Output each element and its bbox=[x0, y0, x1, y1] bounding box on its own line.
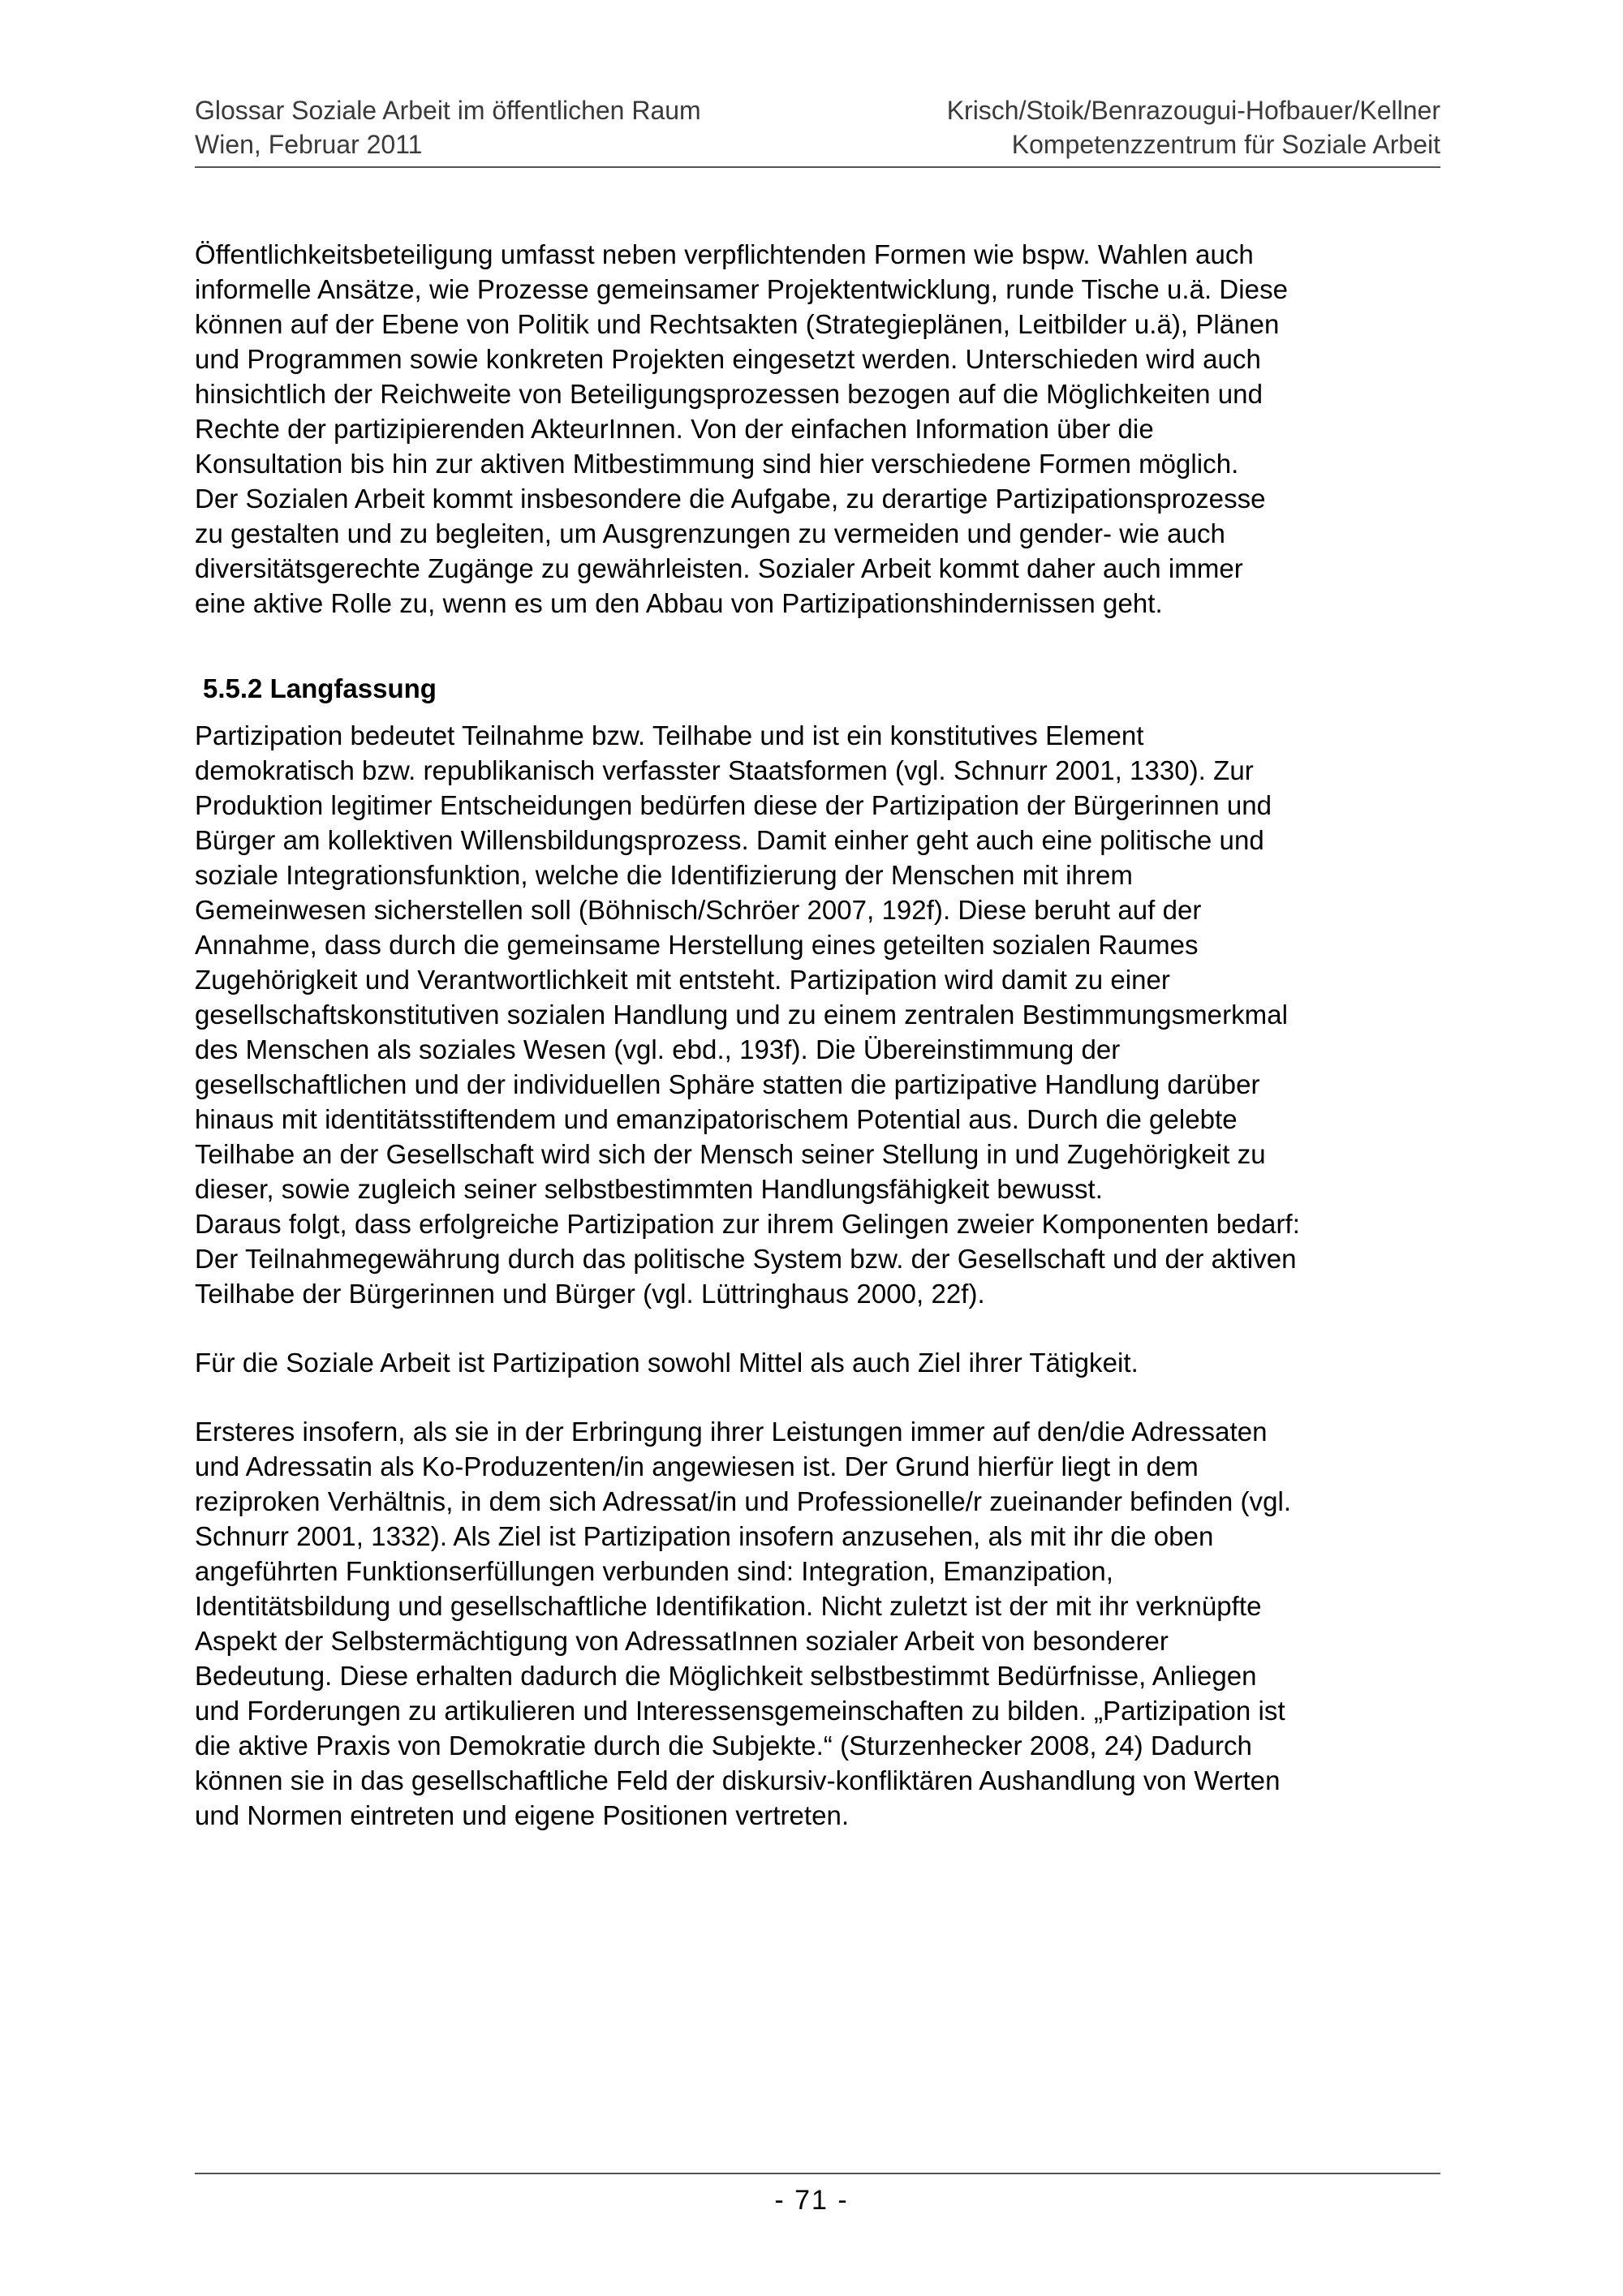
header-left bbox=[195, 93, 701, 161]
footer-divider bbox=[195, 2173, 1440, 2174]
page-number: - 71 - bbox=[774, 2185, 849, 2216]
header-document-title: Glossar Soziale Arbeit im öffentlichen Raum bbox=[195, 96, 701, 125]
body-paragraph: Partizipation bedeutet Teilnahme bzw. Teilhabe und ist ein konstitutives Element demokratisch bzw. republikanisch verfasster Staatsformen (vgl. Schnurr 2001, 1330). Zur Produktion legitimer Entscheidungen bedürfen diese der Partizipation der Bürgerinnen und Bürger am kollektiven Willensbildungsprozess. Damit einher geht auch eine politische und soziale Integrationsfunktion, welche die Identifizierung der Menschen mit ihrem Gemeinwesen sicherstellen soll (Böhnisch/Schröer 2007, 192f). Diese beruht auf der Annahme, dass durch die gemeinsame Herstellung eines geteilten sozialen Raumes Zugehörigkeit und Verantwortlichkeit mit entsteht. Partizipation wird damit zu einer gesellschaftskonstitutiven sozialen Handlung und zu einem zentralen Bestimmungsmerkmal des Menschen als soziales Wesen (vgl. ebd., 193f). Die Übereinstimmung der gesellschaftlichen und der individuellen Sphäre statten die partizipative Handlung darüber hinaus mit identitätsstiftendem und emanzipatorischem Potential aus. Durch die gelebte Teilhabe an der Gesellschaft wird sich der Mensch seiner Stellung in und Zugehörigkeit zu dieser, sowie zugleich seiner selbstbestimmten Handlungsfähigkeit bewusst. Daraus folgt, dass erfolgreiche Partizipation zur ihrem Gelingen zweier Komponenten bedarf: Der Teilnahmegewährung durch das politische System bzw. der Gesellschaft und der aktiven Teilhabe der Bürgerinnen und Bürger (vgl. Lüttringhaus 2000, 22f). bbox=[195, 720, 1300, 1309]
header-date: Wien, Februar 2011 bbox=[195, 130, 423, 159]
header-institution: Kompetenzzentrum für Soziale Arbeit bbox=[1011, 130, 1440, 159]
intro-paragraph: Öffentlichkeitsbeteiligung umfasst neben verpflichtenden Formen wie bspw. Wahlen auch informelle Ansätze, wie Prozesse gemeinsamer Projektentwicklung, runde Tische u.ä. Diese können auf der Ebene von Politik und Rechtsakten (Strategieplänen, Leitbilder u.ä), Plänen und Programmen sowie konkreten Projekten eingesetzt werden. Unterschieden wird auch hinsichtlich der Reichweite von Beteiligungsprozessen bezogen auf die Möglichkeiten und Rechte der partizipierenden AkteurInnen. Von der einfachen Information über die Konsultation bis hin zur aktiven Mitbestimmung sind hier verschiedene Formen möglich. Der Sozialen Arbeit kommt insbesondere die Aufgabe, zu derartige Partizipationsprozesse zu gestalten und zu begleiten, um Ausgrenzungen zu vermeiden und gender- wie auch diversitätsgerechte Zugänge zu gewährleisten. Sozialer Arbeit kommt daher auch immer eine aktive Rolle zu, wenn es um den Abbau von Partizipationshindernissen geht. bbox=[195, 239, 1289, 618]
page-header bbox=[195, 93, 1440, 168]
header-authors: Krisch/Stoik/Benrazougui-Hofbauer/Kellner bbox=[946, 96, 1440, 125]
body-paragraph: Ersteres insofern, als sie in der Erbringung ihrer Leistungen immer auf den/die Adressaten und Adressatin als Ko-Produzenten/in angewiesen ist. Der Grund hierfür liegt in dem reziproken Verhältnis, in dem sich Adressat/in und Professionelle/r zueinander befinden (vgl. Schnurr 2001, 1332). Als Ziel ist Partizipation insofern anzusehen, als mit ihr die oben angeführten Funktionserfüllungen verbunden sind: Integration, Emanzipation, Identitätsbildung und gesellschaftliche Identifikation. Nicht zuletzt ist der mit ihr verknüpfte Aspekt der Selbstermächtigung von AdressatInnen sozialer Arbeit von besonderer Bedeutung. Diese erhalten dadurch die Möglichkeit selbstbestimmt Bedürfnisse, Anliegen und Forderungen zu artikulieren und Interessensgemeinschaften zu bilden. „Partizipation ist die aktive Praxis von Demokratie durch die Subjekte.“ (Sturzenhecker 2008, 24) Dadurch können sie in das gesellschaftliche Feld der diskursiv-konfliktären Aushandlung von Werten und Normen eintreten und eigene Positionen vertreten. bbox=[195, 1417, 1292, 1830]
section-heading: 5.5.2 Langfassung bbox=[203, 673, 437, 703]
body-paragraph: Für die Soziale Arbeit ist Partizipation sowohl Mittel als auch Ziel ihrer Tätigkeit. bbox=[195, 1348, 1139, 1378]
page-content bbox=[195, 237, 1440, 1833]
header-right bbox=[947, 93, 1440, 161]
